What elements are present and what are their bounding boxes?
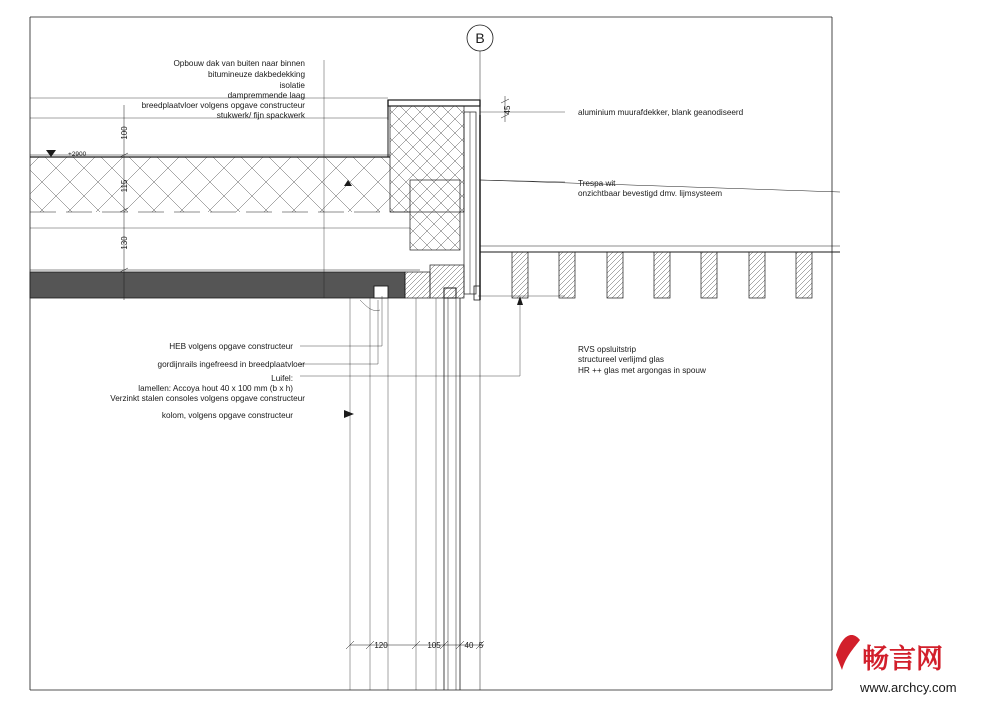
roof-buildup-line-2: bitumineuze dakbedekking: [208, 70, 305, 79]
watermark: [836, 635, 957, 695]
glazing-frame: [444, 286, 480, 690]
heb-note: HEB volgens opgave constructeur: [169, 342, 293, 351]
trespa-note-line-2: onzichtbaar bevestigd dmv. lijmsysteem: [578, 189, 723, 198]
watermark-swoosh-icon: [836, 635, 860, 670]
roof-buildup-notes: [142, 59, 306, 120]
dim-bottom-5: 5: [478, 641, 484, 650]
roof-buildup-line-6: stukwerk/ fijn spackwerk: [216, 111, 305, 120]
bottom-dimension-chain: [346, 641, 484, 649]
watermark-url: www.archcy.com: [860, 680, 957, 695]
gordijnrails-note: gordijnrails ingefreesd in breedplaatvloer: [157, 360, 305, 369]
dim-top-45: 45: [503, 105, 512, 115]
glazing-note-line-3: HR ++ glas met argongas in spouw: [578, 366, 706, 375]
kolom-note: kolom, volgens opgave constructeur: [161, 411, 293, 420]
heb-profile: [374, 286, 388, 298]
dim-bottom-40: 40: [464, 641, 474, 650]
roof-buildup-line-3: isolatie: [279, 81, 305, 90]
dim-vertical-2: 115: [120, 179, 129, 193]
roof-buildup-line-1: Opbouw dak van buiten naar binnen: [173, 59, 305, 68]
roof-buildup-line-5: breedplaatvloer volgens opgave constructeur: [141, 101, 305, 110]
roof-buildup-line-4: dampremmende laag: [227, 91, 305, 100]
muurafdekker-note: aluminium muurafdekker, blank geanodiseerd: [578, 108, 744, 117]
canopy-lamellas: [512, 252, 812, 298]
column-lines: [350, 298, 436, 690]
luifel-note-line-3: Verzinkt stalen consoles volgens opgave constructeur: [110, 394, 305, 403]
roof-insulation: [30, 157, 390, 212]
dim-vertical-1: 100: [120, 126, 129, 140]
luifel-note-line-1: Luifel:: [271, 374, 293, 383]
luifel-note-line-2: lamellen: Accoya hout 40 x 100 mm (b x h): [138, 384, 293, 393]
dim-bottom-120: 120: [374, 641, 388, 650]
grid-marker-label: B: [475, 30, 485, 46]
watermark-brand: 畅言网: [862, 644, 943, 675]
dim-vertical-3: 130: [120, 236, 129, 250]
trespa-note-line-1: Trespa wit: [578, 179, 616, 188]
concrete-slab: [30, 272, 405, 298]
glazing-note-line-1: RVS opsluitstrip: [578, 345, 637, 354]
dim-bottom-105: 105: [427, 641, 441, 650]
level-label: +2900: [68, 151, 87, 158]
glazing-note-line-2: structureel verlijmd glas: [578, 355, 664, 364]
